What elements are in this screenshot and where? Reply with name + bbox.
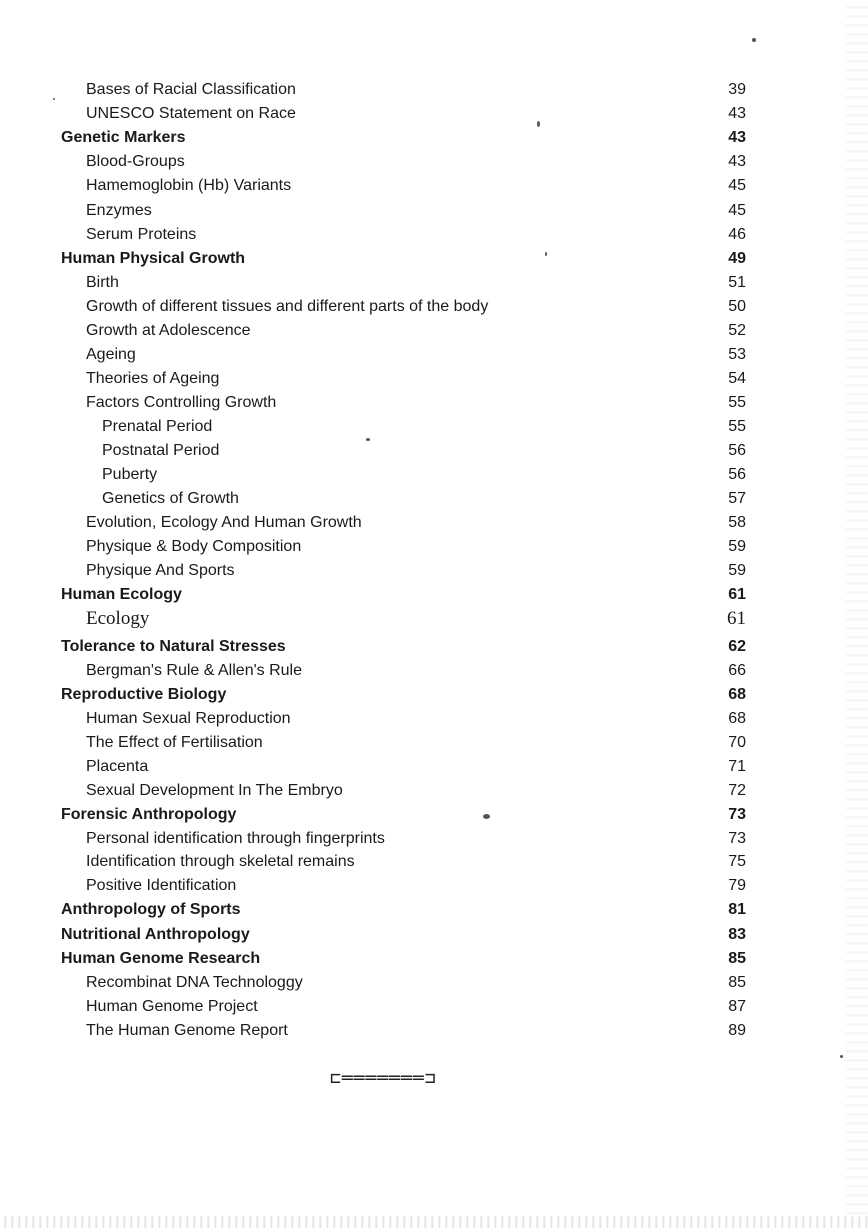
toc-title: Human Genome Research xyxy=(61,950,261,967)
toc-title: Nutritional Anthropology xyxy=(61,926,250,943)
toc-title: Birth xyxy=(86,274,119,291)
toc-title: Anthropology of Sports xyxy=(61,901,241,918)
toc-page-number: 39 xyxy=(728,81,746,98)
toc-page-number: 70 xyxy=(728,734,746,751)
toc-entry xyxy=(0,152,868,176)
toc-title: Identification through skeletal remains xyxy=(86,853,355,870)
toc-page-number: 73 xyxy=(728,830,746,847)
toc-title: Ecology xyxy=(86,608,150,629)
toc-page-number: 79 xyxy=(728,877,746,894)
scan-speck xyxy=(545,252,547,256)
toc-entry xyxy=(0,201,868,225)
toc-page-number: 43 xyxy=(728,153,746,170)
toc-entry xyxy=(0,781,868,805)
toc-page-number: 62 xyxy=(728,638,746,655)
toc-title: Ageing xyxy=(86,346,136,363)
toc-page-number: 66 xyxy=(728,662,746,679)
toc-page-number: 61 xyxy=(727,608,746,629)
toc-title: The Effect of Fertilisation xyxy=(86,734,263,751)
toc-page-number: 61 xyxy=(728,586,746,603)
toc-title: Theories of Ageing xyxy=(86,370,220,387)
toc-title: Factors Controlling Growth xyxy=(86,394,277,411)
toc-entry xyxy=(0,661,868,685)
toc-entry xyxy=(0,393,868,417)
toc-title: Growth at Adolescence xyxy=(86,322,251,339)
toc-page-number: 55 xyxy=(728,394,746,411)
toc-title: The Human Genome Report xyxy=(86,1022,288,1039)
toc-entry xyxy=(0,465,868,489)
toc-title: Human Genome Project xyxy=(86,998,258,1015)
toc-title: Human Physical Growth xyxy=(61,250,246,267)
toc-title: Sexual Development In The Embryo xyxy=(86,782,343,799)
toc-heading xyxy=(0,685,868,709)
toc-page-number: 72 xyxy=(728,782,746,799)
toc-page-number: 52 xyxy=(728,322,746,339)
toc-title: Growth of different tissues and different parts of the body xyxy=(86,298,489,315)
toc-title: Bases of Racial Classification xyxy=(86,81,296,98)
toc-entry xyxy=(0,225,868,249)
toc-title: Blood-Groups xyxy=(86,153,185,170)
toc-heading xyxy=(0,249,868,273)
toc-title: Evolution, Ecology And Human Growth xyxy=(86,514,362,531)
toc-title: Prenatal Period xyxy=(102,418,213,435)
toc-title: Enzymes xyxy=(86,202,152,219)
toc-title: Positive Identification xyxy=(86,877,237,894)
toc-entry xyxy=(0,973,868,997)
toc-entry xyxy=(0,80,868,104)
toc-page-number: 56 xyxy=(728,466,746,483)
toc-entry xyxy=(0,176,868,200)
toc-page-number: 57 xyxy=(728,490,746,507)
toc-entry xyxy=(0,104,868,128)
toc-title: Physique & Body Composition xyxy=(86,538,302,555)
toc-page-number: 43 xyxy=(728,129,746,146)
toc-page-number: 59 xyxy=(728,538,746,555)
toc-title: Hamemoglobin (Hb) Variants xyxy=(86,177,292,194)
toc-entry xyxy=(0,417,868,441)
scan-speck xyxy=(53,98,55,100)
toc-heading xyxy=(0,900,868,924)
toc-page-number: 50 xyxy=(728,298,746,315)
toc-page-number: 68 xyxy=(728,710,746,727)
toc-title: Serum Proteins xyxy=(86,226,197,243)
toc-page-number: 75 xyxy=(728,853,746,870)
scan-speck xyxy=(840,1055,843,1058)
toc-entry xyxy=(0,829,868,853)
toc-entry xyxy=(0,345,868,369)
toc-title: UNESCO Statement on Race xyxy=(86,105,296,122)
toc-entry xyxy=(0,297,868,321)
toc-title: Reproductive Biology xyxy=(61,686,227,703)
toc-page-number: 89 xyxy=(728,1022,746,1039)
toc-title: Physique And Sports xyxy=(86,562,235,579)
toc-page-number: 46 xyxy=(728,226,746,243)
toc-heading xyxy=(0,805,868,829)
toc-entry xyxy=(0,852,868,876)
toc-entry xyxy=(0,1021,868,1045)
toc-title: Genetics of Growth xyxy=(102,490,239,507)
toc-entry xyxy=(0,273,868,297)
toc-entry xyxy=(0,369,868,393)
toc-heading xyxy=(0,925,868,949)
toc-heading xyxy=(0,585,868,609)
toc-title: Recombinat DNA Technologgy xyxy=(86,974,303,991)
toc-page-number: 51 xyxy=(728,274,746,291)
toc-entry xyxy=(0,441,868,465)
toc-title: Tolerance to Natural Stresses xyxy=(61,638,286,655)
toc-page-number: 83 xyxy=(728,926,746,943)
toc-page-number: 73 xyxy=(728,806,746,823)
toc-title: Genetic Markers xyxy=(61,129,186,146)
toc-title: Human Ecology xyxy=(61,586,182,603)
toc-page-number: 68 xyxy=(728,686,746,703)
toc-page-number: 59 xyxy=(728,562,746,579)
toc-entry xyxy=(0,876,868,900)
toc-page-number: 45 xyxy=(728,202,746,219)
toc-title: Postnatal Period xyxy=(102,442,220,459)
toc-entry xyxy=(0,997,868,1021)
scan-speck xyxy=(752,38,756,42)
toc-title: Placenta xyxy=(86,758,149,775)
toc-title: Personal identification through fingerprints xyxy=(86,830,385,847)
scan-speck xyxy=(483,814,490,819)
toc-page-number: 71 xyxy=(728,758,746,775)
toc-entry xyxy=(0,513,868,537)
toc-entry xyxy=(0,733,868,757)
toc-heading xyxy=(0,637,868,661)
toc-entry xyxy=(0,321,868,345)
toc-title: Human Sexual Reproduction xyxy=(86,710,291,727)
scan-speck xyxy=(537,121,540,127)
toc-page-number: 56 xyxy=(728,442,746,459)
toc-page-number: 49 xyxy=(728,250,746,267)
toc-page-number: 85 xyxy=(728,950,746,967)
toc-page-number: 53 xyxy=(728,346,746,363)
toc-page-number: 85 xyxy=(728,974,746,991)
toc-entry xyxy=(0,561,868,585)
toc-entry xyxy=(0,489,868,513)
scan-speck xyxy=(366,438,370,441)
toc-page-number: 55 xyxy=(728,418,746,435)
toc-entry xyxy=(0,757,868,781)
toc-page-number: 81 xyxy=(728,901,746,918)
toc-entry xyxy=(0,709,868,733)
toc-page-number: 45 xyxy=(728,177,746,194)
toc-entry xyxy=(0,609,868,633)
toc-page-number: 87 xyxy=(728,998,746,1015)
toc-entry xyxy=(0,537,868,561)
toc-page-number: 58 xyxy=(728,514,746,531)
toc-page-number: 43 xyxy=(728,105,746,122)
end-ornament: ⊏═══════⊐ xyxy=(330,1068,437,1089)
toc-heading xyxy=(0,949,868,973)
toc-title: Puberty xyxy=(102,466,158,483)
toc-page-number: 54 xyxy=(728,370,746,387)
toc-heading xyxy=(0,128,868,152)
toc-title: Bergman's Rule & Allen's Rule xyxy=(86,662,302,679)
toc-title: Forensic Anthropology xyxy=(61,806,237,823)
